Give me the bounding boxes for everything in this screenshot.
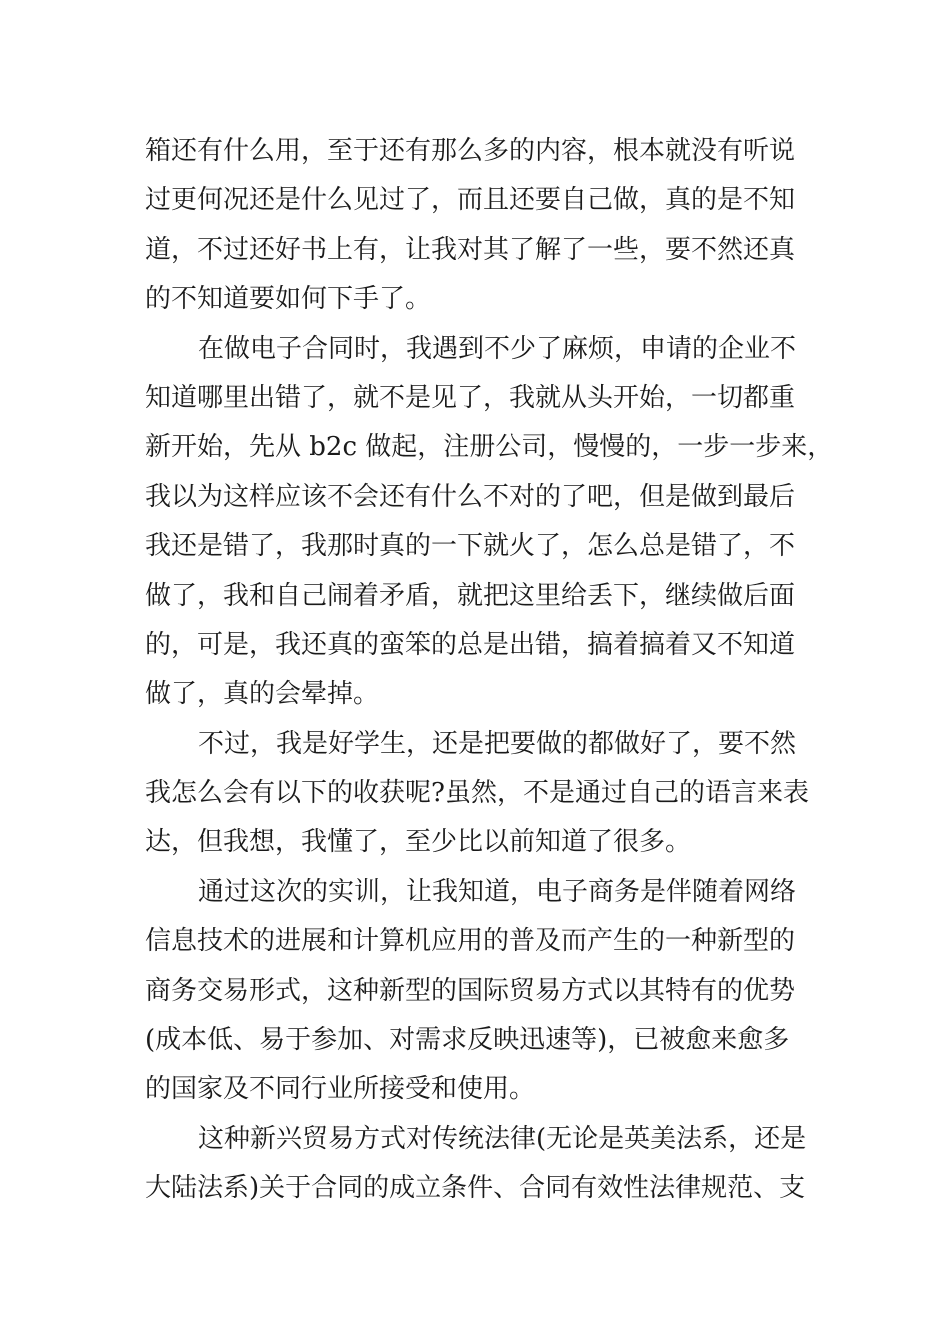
text-line: 做了，我和自己闹着矛盾，就把这里给丢下，继续做后面 (145, 580, 796, 611)
text-line: 达，但我想，我懂了，至少比以前知道了很多。 (145, 827, 692, 858)
text-line: 我怎么会有以下的收获呢?虽然，不是通过自己的语言来表 (145, 778, 809, 809)
text-line: 做了，真的会晕掉。 (145, 679, 380, 710)
paragraph-2 (145, 325, 834, 720)
paragraph-3 (145, 720, 815, 868)
text-line: 这种新兴贸易方式对传统法律(无论是英美法系，还是 (198, 1123, 807, 1154)
text-line: 的，可是，我还真的蛮笨的总是出错，搞着搞着又不知道 (145, 629, 796, 660)
text-line: 大陆法系)关于合同的成立条件、合同有效性法律规范、支 (145, 1173, 806, 1204)
text-line: 新开始，先从 b2c 做起，注册公司，慢慢的，一步一步来， (145, 432, 834, 463)
paragraph-1 (145, 127, 815, 325)
text-line: 我还是错了，我那时真的一下就火了，怎么总是错了，不 (145, 531, 796, 562)
text-line: (成本低、易于参加、对需求反映迅速等)，已被愈来愈多 (145, 1025, 790, 1056)
text-line: 在做电子合同时，我遇到不少了麻烦，申请的企业不 (198, 333, 797, 364)
paragraph-5 (145, 1115, 815, 1214)
text-line: 过更何况还是什么见过了，而且还要自己做，真的是不知 (145, 185, 796, 216)
paragraph-4 (145, 868, 815, 1115)
text-line: 知道哪里出错了，就不是见了，我就从头开始，一切都重 (145, 382, 796, 413)
text-line: 道，不过还好书上有，让我对其了解了一些，要不然还真 (145, 234, 796, 265)
text-line: 不过，我是好学生，还是把要做的都做好了，要不然 (198, 728, 797, 759)
text-line: 的不知道要如何下手了。 (145, 284, 432, 315)
text-line: 的国家及不同行业所接受和使用。 (145, 1074, 536, 1105)
text-line: 商务交易形式，这种新型的国际贸易方式以其特有的优势 (145, 975, 796, 1006)
text-line: 箱还有什么用，至于还有那么多的内容，根本就没有听说 (145, 136, 796, 166)
document-body (145, 127, 834, 1214)
text-line: 信息技术的进展和计算机应用的普及而产生的一种新型的 (145, 926, 796, 957)
text-line: 我以为这样应该不会还有什么不对的了吧，但是做到最后 (145, 481, 796, 512)
text-line: 通过这次的实训，让我知道，电子商务是伴随着网络 (198, 876, 797, 907)
